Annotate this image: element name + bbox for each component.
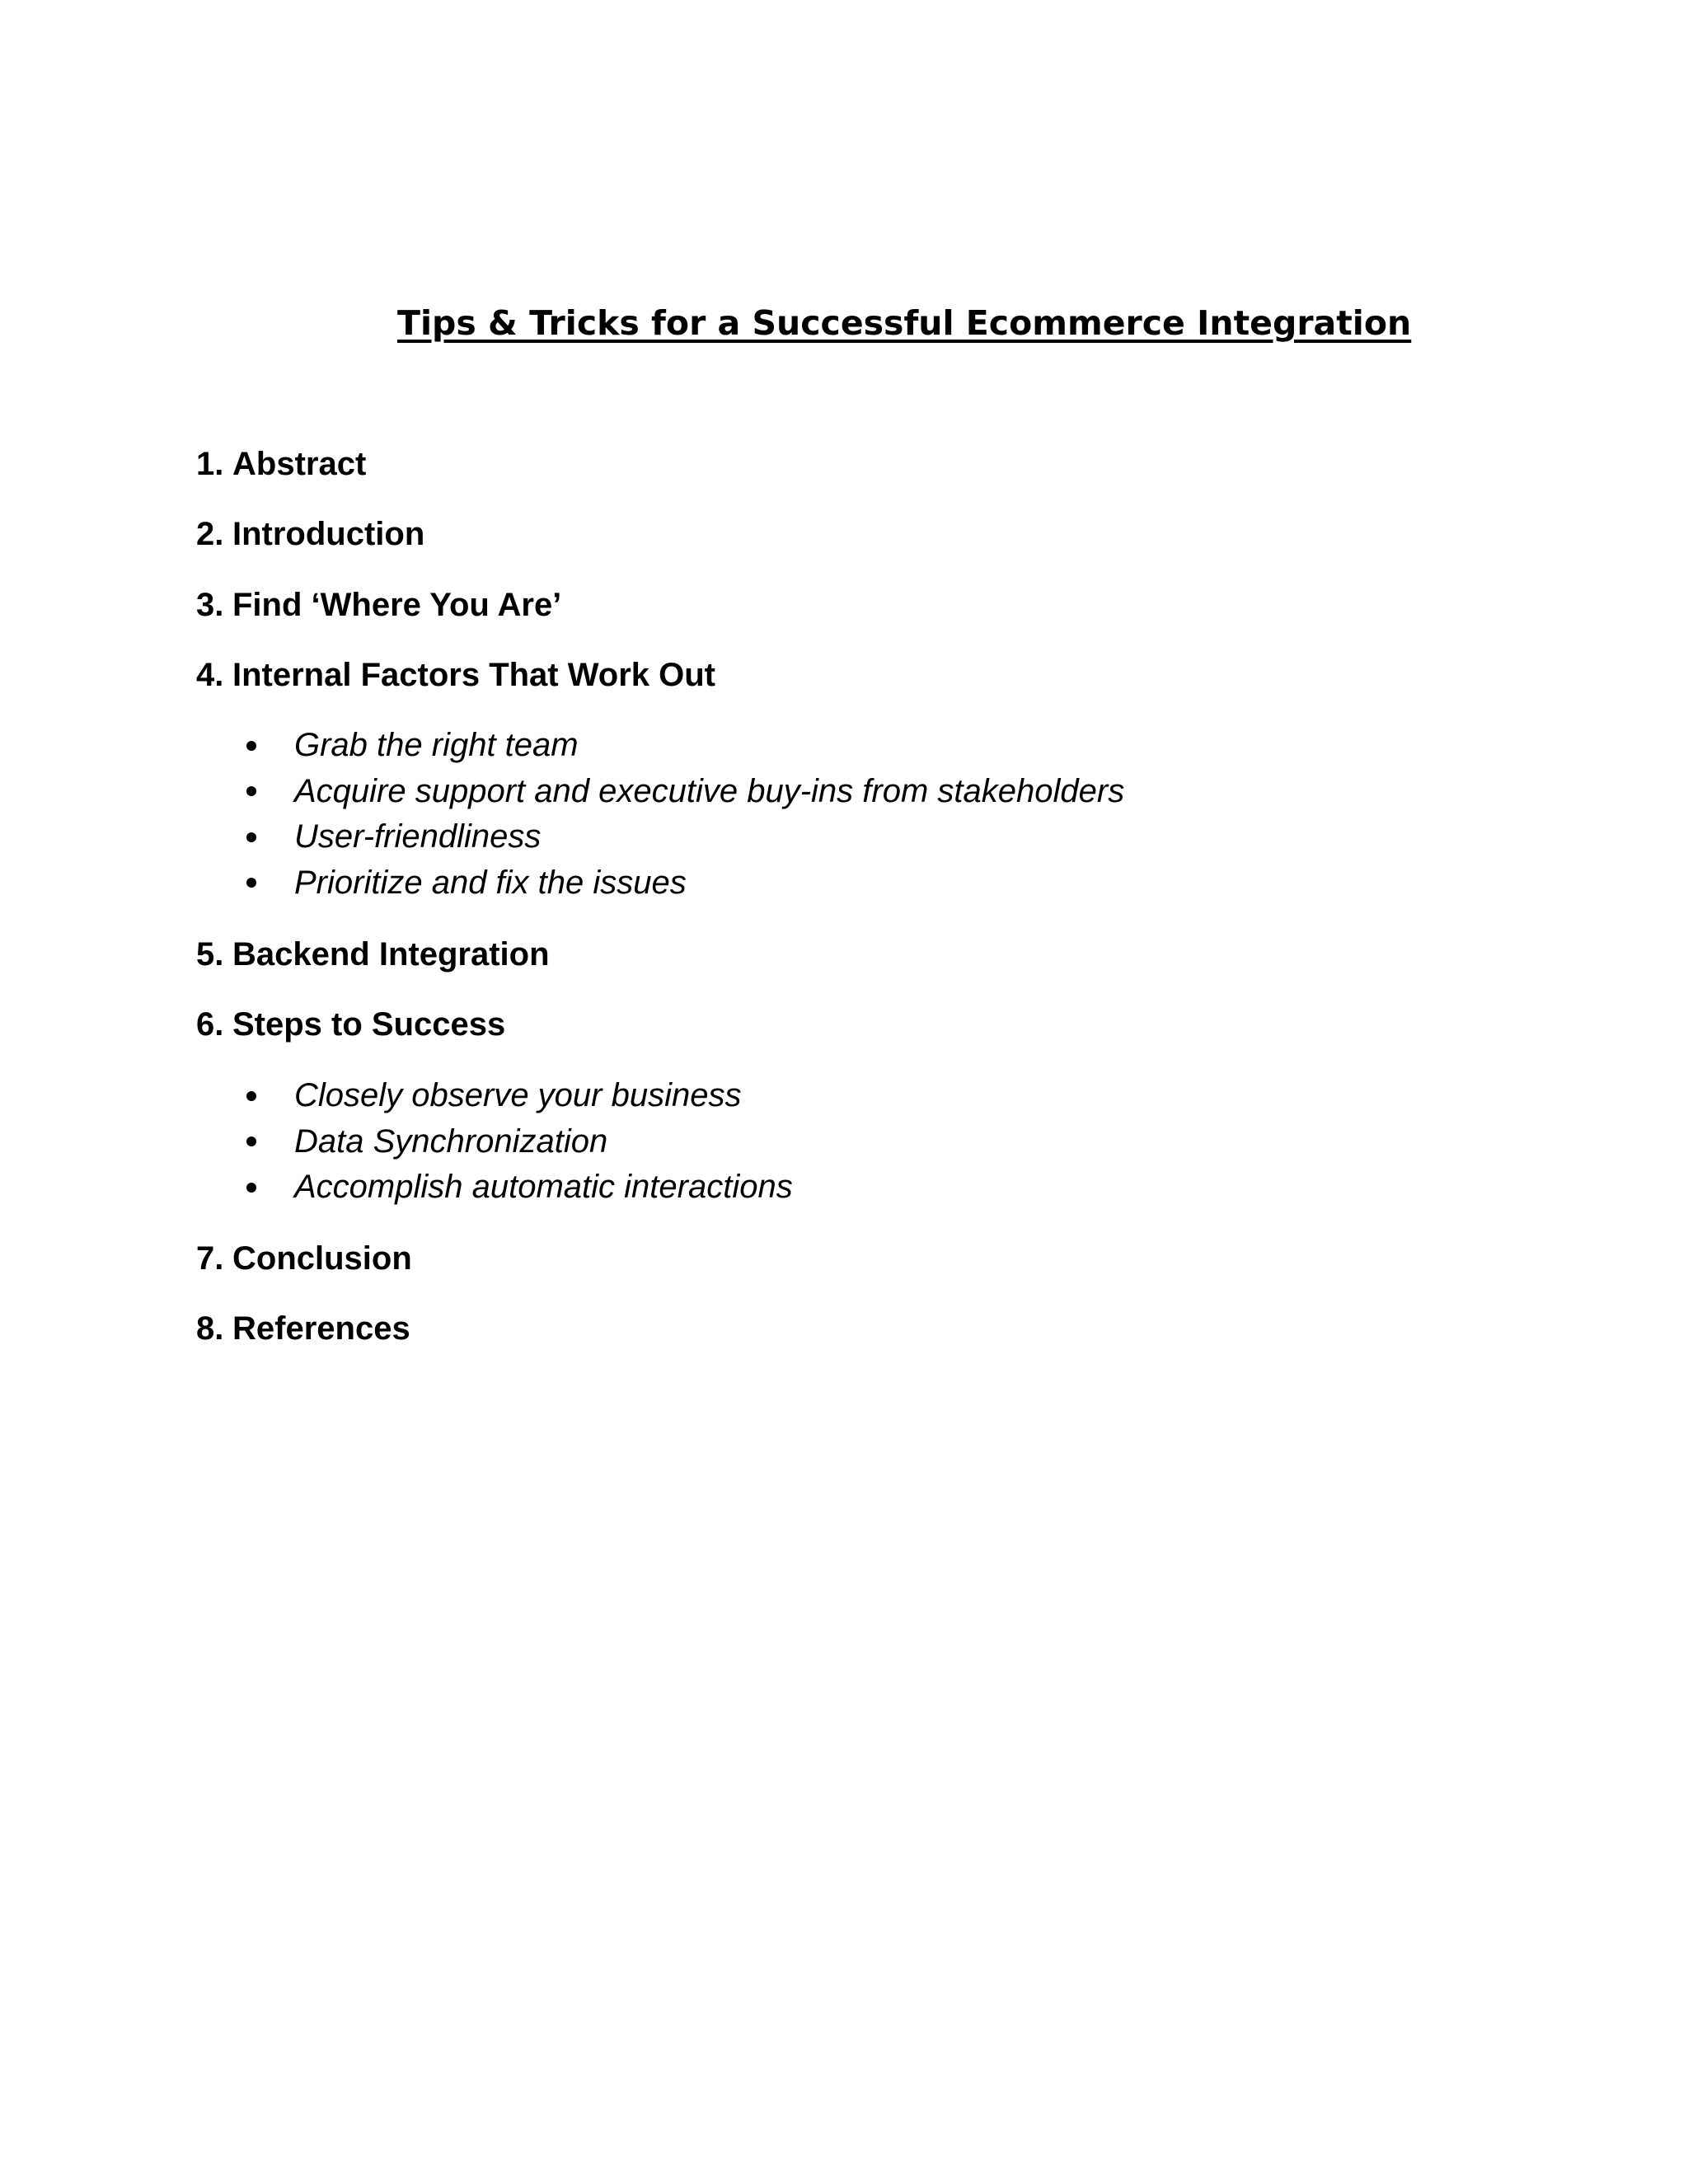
bullet-dot-icon bbox=[246, 1091, 256, 1101]
document-title: Tips & Tricks for a Successful Ecommerce Integration bbox=[397, 303, 1412, 343]
bullet-item bbox=[0, 1073, 1688, 1119]
bullet-list-internal-factors bbox=[0, 723, 1688, 906]
toc-heading-introduction bbox=[196, 513, 424, 555]
toc-heading-label: Abstract bbox=[232, 446, 367, 482]
bullet-item bbox=[0, 1165, 1688, 1211]
bullet-text: Grab the right team bbox=[294, 727, 579, 763]
toc-heading-label: Conclusion bbox=[232, 1240, 412, 1277]
toc-heading-references bbox=[196, 1307, 410, 1350]
bullet-dot-icon bbox=[246, 786, 256, 796]
bullet-item bbox=[0, 814, 1688, 860]
bullet-item bbox=[0, 723, 1688, 769]
toc-heading-number: 3. bbox=[196, 587, 224, 623]
bullet-text: Closely observe your business bbox=[294, 1077, 742, 1113]
toc-heading-number: 1. bbox=[196, 446, 224, 482]
toc-heading-backend-integration bbox=[196, 933, 550, 976]
bullet-item bbox=[0, 860, 1688, 907]
toc-heading-number: 8. bbox=[196, 1310, 224, 1347]
bullet-text: Accomplish automatic interactions bbox=[294, 1169, 793, 1205]
bullet-item bbox=[0, 1119, 1688, 1165]
bullet-text: Acquire support and executive buy-ins from stakeholders bbox=[294, 772, 1125, 809]
bullet-dot-icon bbox=[246, 1183, 256, 1193]
toc-heading-abstract bbox=[196, 443, 366, 485]
bullet-list-steps-to-success bbox=[0, 1073, 1688, 1211]
toc-heading-number: 7. bbox=[196, 1240, 224, 1277]
toc-heading-label: References bbox=[232, 1310, 410, 1347]
bullet-dot-icon bbox=[246, 741, 256, 751]
toc-heading-number: 2. bbox=[196, 516, 224, 552]
bullet-text: Prioritize and fix the issues bbox=[294, 864, 687, 901]
toc-heading-number: 5. bbox=[196, 936, 224, 972]
toc-heading-number: 4. bbox=[196, 657, 224, 693]
toc-heading-label: Introduction bbox=[232, 516, 425, 552]
bullet-dot-icon bbox=[246, 832, 256, 842]
toc-heading-label: Find ‘Where You Are’ bbox=[232, 587, 562, 623]
bullet-text: Data Synchronization bbox=[294, 1122, 608, 1160]
toc-heading-internal-factors bbox=[196, 654, 715, 696]
toc-heading-number: 6. bbox=[196, 1006, 224, 1043]
bullet-text: User-friendliness bbox=[294, 818, 542, 855]
bullet-dot-icon bbox=[246, 878, 256, 888]
toc-heading-steps-to-success bbox=[196, 1003, 505, 1046]
toc-heading-label: Internal Factors That Work Out bbox=[232, 657, 715, 693]
toc-heading-conclusion bbox=[196, 1237, 412, 1280]
toc-heading-label: Steps to Success bbox=[232, 1006, 506, 1043]
bullet-dot-icon bbox=[246, 1137, 256, 1146]
bullet-item bbox=[0, 769, 1688, 815]
toc-heading-find-where-you-are bbox=[196, 583, 561, 626]
toc-heading-label: Backend Integration bbox=[232, 936, 550, 972]
